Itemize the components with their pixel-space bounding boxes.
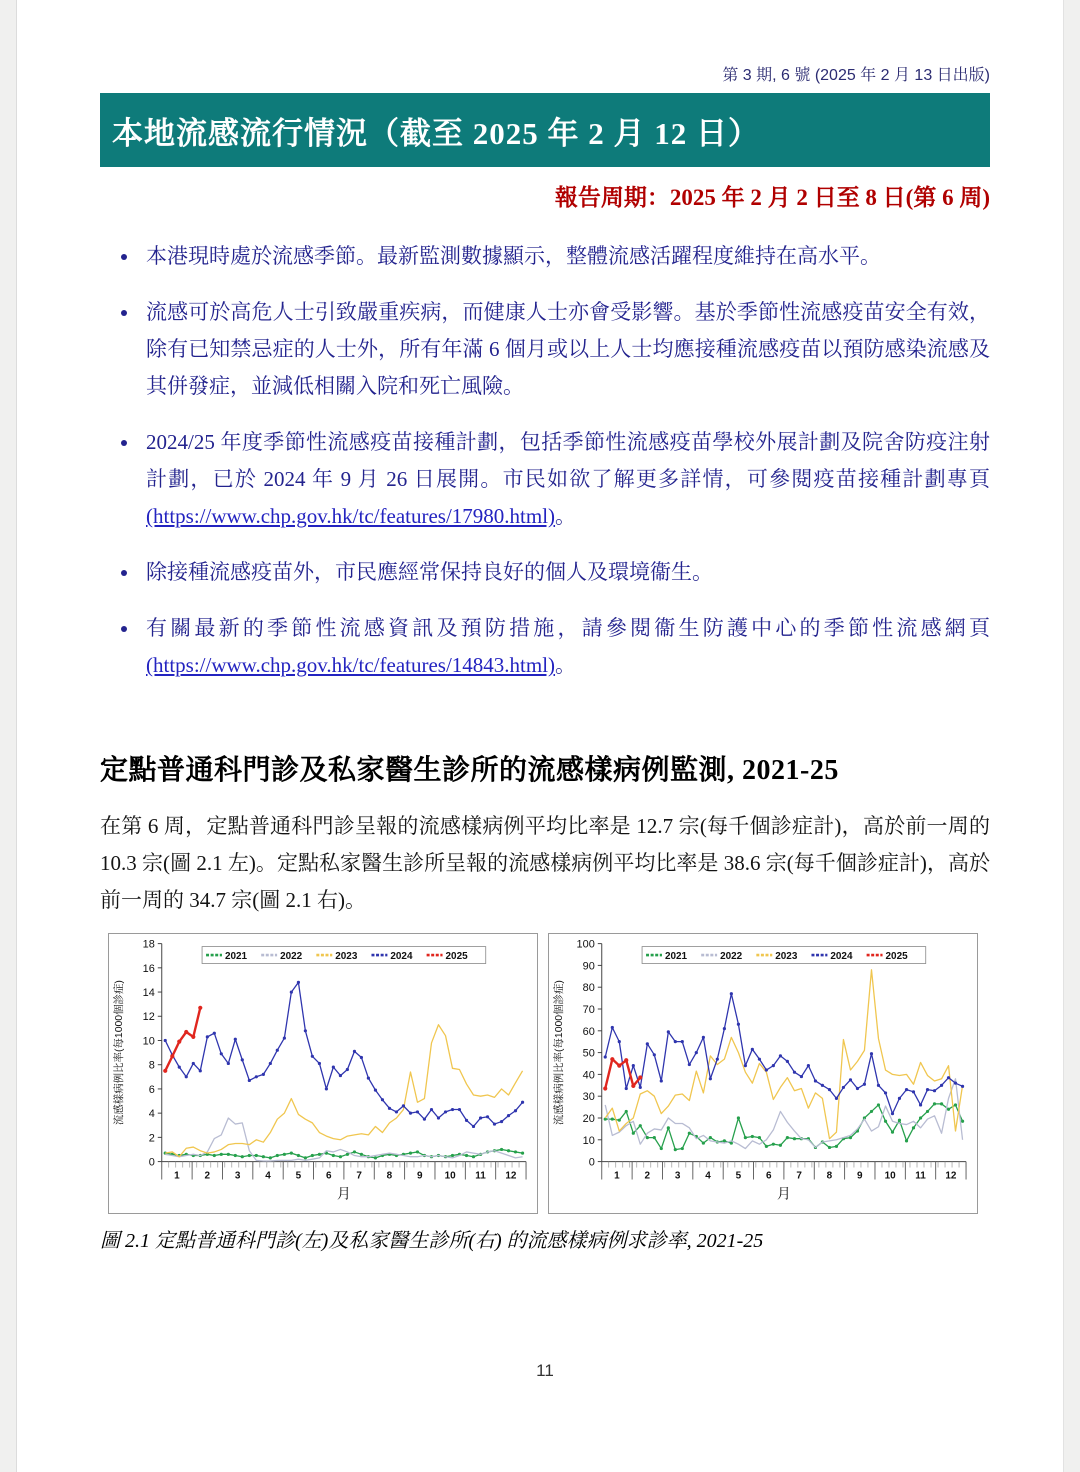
svg-text:6: 6: [765, 1170, 772, 1182]
svg-text:10: 10: [444, 1170, 456, 1182]
svg-text:80: 80: [582, 982, 595, 995]
svg-text:30: 30: [582, 1091, 595, 1104]
svg-text:2024: 2024: [390, 951, 413, 963]
svg-text:月: 月: [776, 1185, 791, 1202]
svg-text:2023: 2023: [775, 951, 798, 963]
svg-text:0: 0: [148, 1156, 155, 1169]
svg-text:2025: 2025: [445, 951, 468, 963]
svg-text:3: 3: [674, 1170, 681, 1182]
svg-text:14: 14: [142, 987, 155, 1000]
svg-text:12: 12: [945, 1170, 957, 1182]
svg-text:9: 9: [417, 1170, 423, 1182]
svg-text:2022: 2022: [280, 951, 303, 963]
svg-text:8: 8: [148, 1059, 155, 1072]
svg-text:流感樣病例比率(每1000個診症): 流感樣病例比率(每1000個診症): [113, 980, 125, 1126]
svg-text:10: 10: [884, 1170, 896, 1182]
svg-text:20: 20: [582, 1112, 595, 1125]
bullet-item-1: [140, 238, 990, 275]
svg-text:7: 7: [356, 1170, 362, 1182]
bullet-item-4: [140, 554, 990, 591]
section-heading: 定點普通科門診及私家醫生診所的流感樣病例監測, 2021-25: [100, 755, 839, 786]
section-paragraph: 在第 6 周，定點普通科門診呈報的流感樣病例平均比率是 12.7 宗(每千個診症計)，高於前一周的 10.3 宗(圖 2.1 左)。定點私家醫生診所呈報的流感樣病例平均比率是 38.6 宗(每千個診症計)，高於前一周的 34.7 宗(圖 2.1 右)。: [100, 814, 990, 912]
svg-text:2022: 2022: [720, 951, 743, 963]
seasonal-flu-page-link[interactable]: (https://www.chp.gov.hk/tc/features/14843.html): [146, 653, 556, 677]
svg-text:8: 8: [826, 1170, 833, 1182]
bullet-item-5: [140, 610, 990, 684]
bullet-text: 。: [555, 653, 577, 677]
svg-text:5: 5: [735, 1170, 742, 1182]
bullet-item-3: [140, 424, 990, 535]
svg-text:11: 11: [915, 1170, 926, 1182]
svg-text:12: 12: [142, 1011, 155, 1024]
page-number: 11: [536, 1361, 554, 1380]
svg-text:2021: 2021: [224, 951, 248, 963]
svg-text:10: 10: [582, 1134, 595, 1147]
svg-text:70: 70: [582, 1003, 595, 1016]
svg-text:2023: 2023: [335, 951, 358, 963]
bullet-text: 2024/25 年度季節性流感疫苗接種計劃，包括季節性流感疫苗學校外展計劃及院舍防疫注射計劃，已於 2024 年 9 月 26 日展開。市民如欲了解更多詳情，可參閱疫苗接種計劃專頁: [146, 430, 990, 491]
report-period: 報告周期：2025 年 2 月 2 日至 8 日(第 6 周): [554, 185, 990, 210]
svg-text:16: 16: [142, 962, 155, 975]
private-doctors-ili-chart-svg: [550, 935, 976, 1212]
svg-text:0: 0: [588, 1156, 595, 1169]
svg-text:4: 4: [148, 1108, 155, 1121]
page-edge-left: [0, 0, 17, 1472]
svg-text:10: 10: [142, 1035, 155, 1048]
svg-text:2: 2: [644, 1170, 651, 1182]
chart-private-doctors-ili: [548, 933, 978, 1214]
svg-text:9: 9: [857, 1170, 863, 1182]
page-edge-right: [1063, 0, 1080, 1472]
issue-line: 第 3 期, 6 號 (2025 年 2 月 13 日出版): [722, 67, 990, 84]
svg-text:流感樣病例比率(每1000個診症): 流感樣病例比率(每1000個診症): [553, 980, 565, 1126]
svg-text:4: 4: [705, 1170, 711, 1182]
bullet-text: 流感可於高危人士引致嚴重疾病，而健康人士亦會受影響。基於季節性流感疫苗安全有效，除有已知禁忌症的人士外，所有年滿 6 個月或以上人士均應接種流感疫苗以預防感染流感及其併發症，並減低相關入院和死亡風險。: [146, 300, 990, 398]
svg-text:月: 月: [336, 1185, 351, 1202]
svg-text:2025: 2025: [885, 951, 908, 963]
svg-text:60: 60: [582, 1025, 595, 1038]
svg-text:100: 100: [576, 938, 595, 951]
svg-text:2024: 2024: [830, 951, 853, 963]
bullet-list: [100, 238, 990, 684]
svg-text:5: 5: [295, 1170, 302, 1182]
svg-text:6: 6: [148, 1083, 155, 1096]
bullet-item-2: [140, 294, 990, 405]
figure-caption: 圖 2.1 定點普通科門診(左)及私家醫生診所(右) 的流感樣病例求診率, 2021-25: [100, 1230, 764, 1252]
svg-text:12: 12: [505, 1170, 517, 1182]
svg-text:40: 40: [582, 1069, 595, 1082]
svg-text:2: 2: [204, 1170, 211, 1182]
chart-gopc-ili: [108, 933, 538, 1214]
svg-text:6: 6: [325, 1170, 332, 1182]
gopc-ili-chart-svg: [110, 935, 536, 1212]
svg-text:11: 11: [475, 1170, 486, 1182]
svg-text:7: 7: [796, 1170, 802, 1182]
svg-text:50: 50: [582, 1047, 595, 1060]
figure-2-1: [108, 933, 990, 1214]
bullet-text: 除接種流感疫苗外，市民應經常保持良好的個人及環境衞生。: [146, 560, 713, 584]
svg-text:4: 4: [265, 1170, 271, 1182]
svg-text:90: 90: [582, 960, 595, 973]
document-page: [100, 0, 990, 1381]
svg-text:1: 1: [614, 1170, 620, 1182]
svg-text:3: 3: [234, 1170, 241, 1182]
svg-text:1: 1: [174, 1170, 180, 1182]
svg-text:8: 8: [386, 1170, 393, 1182]
svg-text:2: 2: [148, 1132, 155, 1145]
svg-text:2021: 2021: [664, 951, 688, 963]
svg-text:18: 18: [142, 938, 155, 951]
page-title: 本地流感流行情況（截至 2025 年 2 月 12 日）: [112, 115, 760, 151]
bullet-text: 本港現時處於流感季節。最新監測數據顯示，整體流感活躍程度維持在高水平。: [146, 244, 881, 268]
bullet-text: 。: [555, 504, 577, 528]
bullet-text: 有關最新的季節性流感資訊及預防措施，請參閱衞生防護中心的季節性流感網頁: [146, 616, 990, 640]
vaccine-scheme-link[interactable]: (https://www.chp.gov.hk/tc/features/17980.html): [146, 504, 556, 528]
banner-title-bar: [100, 93, 990, 167]
